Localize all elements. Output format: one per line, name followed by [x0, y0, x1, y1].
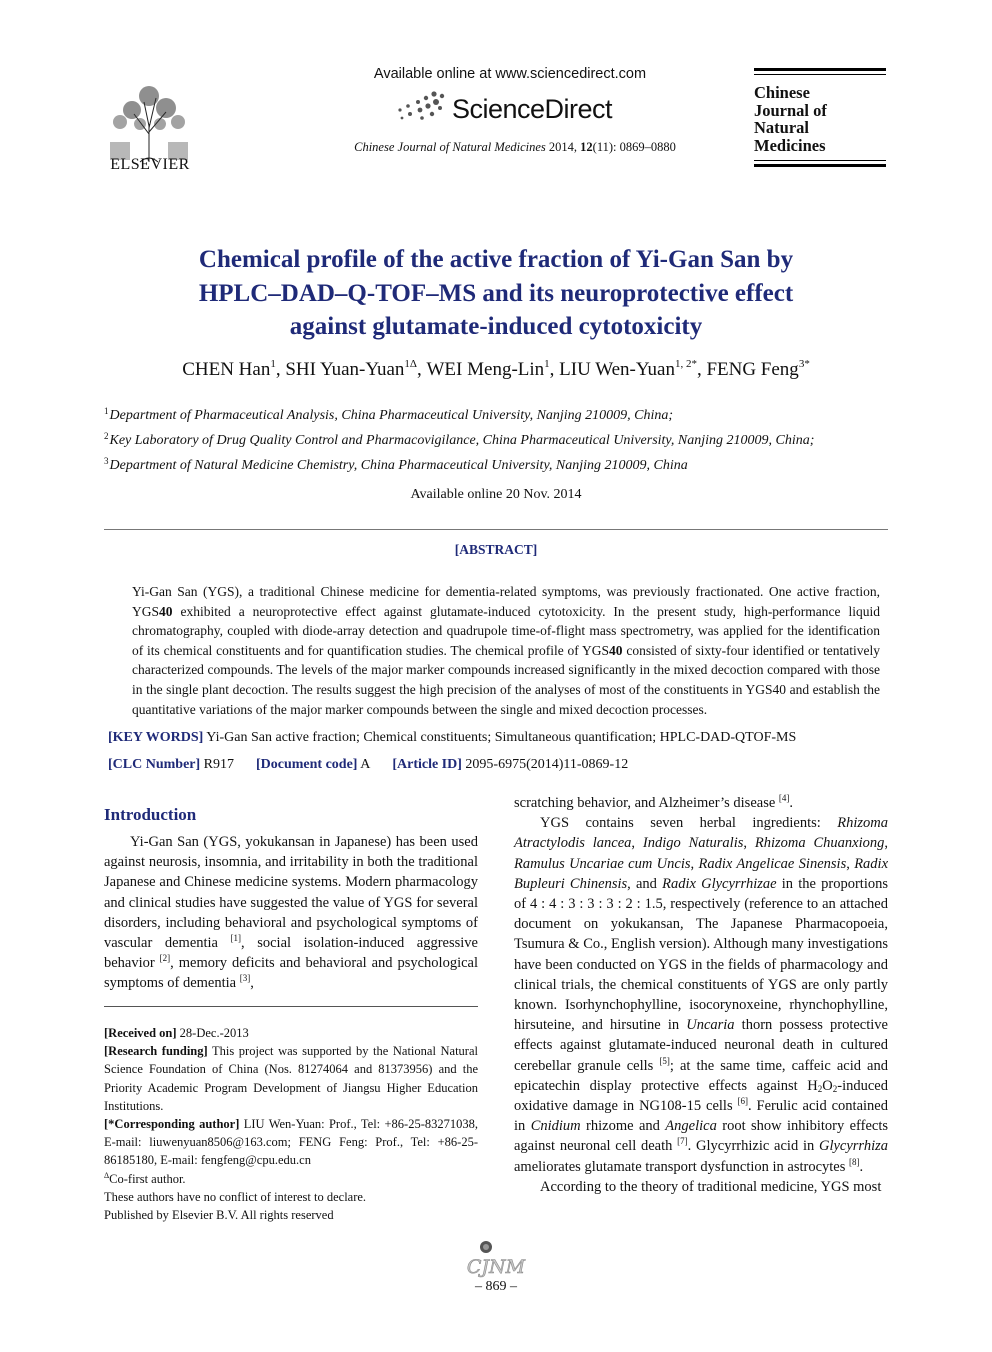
clc-value: R917 [200, 757, 234, 772]
journal-box-rule [754, 160, 886, 161]
footnote-conflict: These authors have no conflict of interest to declare. [104, 1189, 367, 1204]
document-code-value: A [357, 757, 371, 772]
cjnm-logo-icon [456, 1240, 536, 1280]
available-online-date: Available online 20 Nov. 2014 [410, 487, 582, 502]
footnote-cofirst: $^\Delta$Co-first author. [104, 1170, 186, 1186]
sciencedirect-dots-icon [394, 90, 448, 124]
citation-ref[interactable]: [5] [659, 1055, 670, 1066]
journal-box-rule [754, 68, 886, 71]
article-id-label: [Article ID] [392, 757, 462, 772]
citation-ref[interactable]: [2] [159, 953, 171, 964]
journal-citation-year: 2014, [548, 140, 578, 154]
journal-citation-volume: 12 [580, 140, 593, 154]
abstract-heading: [ABSTRACT] [454, 542, 538, 557]
affiliation: $^2$Key Laboratory of Drug Quality Control and Pharmacovigilance, China Pharmaceutical University, Nanjing 210009, China; [104, 431, 815, 448]
footnote-corresponding: [*Corresponding author] LIU Wen-Yuan: Prof., Tel: +86-25-83271038, E-mail: liuwenyuan8506@163.com; FENG Feng: Prof., Tel: +86-25- 86185180, E-mail: fengfeng@cpu.edu.cn [104, 1117, 479, 1168]
journal-name-line: Medicines [754, 135, 826, 155]
author-list: CHEN Han$^1$, SHI Yuan-Yuan$^{1\Delta}$, WEI Meng-Lin$^1$, LIU Wen-Yuan$^{1, 2*}$, FENG Feng$^{3*}$ [182, 358, 810, 380]
publisher-name: ELSEVIER [110, 156, 190, 173]
title-line: Chemical profile of the active fraction of Yi-Gan San by [198, 246, 794, 273]
journal-citation-name: Chinese Journal of Natural Medicines [354, 140, 546, 154]
author-affil-mark: 1 [270, 358, 276, 370]
introduction-heading: Introduction [104, 805, 197, 824]
abstract-text: Yi-Gan San (YGS), a traditional Chinese medicine for dementia-related symptoms, was previously fractionated. One active fraction, YGS40 exhibited a neuroprotective effect against glutamate-induced cytotoxicity. In the present study, high-performance liquid chromatography, coupled with diode-array detection and quadrupole time-of-flight mass spectrometry, was applied for the identification of its chemical constituents and for quantification studies. The chemical profile of YGS40 consisted of sixty-four identified or tentatively characterized compounds. The levels of the major marker compounds increased significantly in the mixed decoction compared with those in the single plant decoction. The results suggest the high precision of the analyses of most of the constituents in YGS40 and establish the quantitative variations of the major marker compounds between the single and mixed decoction processes. [132, 584, 880, 717]
journal-box-rule [754, 74, 886, 75]
title-line: HPLC–DAD–Q-TOF–MS and its neuroprotective effect [198, 279, 794, 307]
author-name: FENG Feng [706, 359, 799, 380]
author-name: SHI Yuan-Yuan [285, 359, 405, 380]
journal-name-box [754, 84, 886, 154]
document-code-label: [Document code] [256, 757, 358, 772]
clc-label: [CLC Number] [108, 757, 201, 772]
keywords-row [108, 730, 796, 746]
keywords-label: [KEY WORDS] [108, 730, 204, 745]
citation-ref[interactable]: [1] [230, 933, 242, 944]
citation-ref[interactable]: [7] [677, 1136, 688, 1147]
classification-row [108, 757, 628, 773]
article-title [104, 243, 888, 344]
footnote-published: Published by Elsevier B.V. All rights reserved [104, 1208, 334, 1223]
keywords-text: Yi-Gan San active fraction; Chemical constituents; Simultaneous quantification; HPLC-DAD-QTOF-MS [203, 730, 797, 745]
footnote-received: [Received on] 28-Dec.-2013 [104, 1026, 249, 1040]
journal-name-line: Natural [754, 118, 809, 137]
footnote-funding: [Research funding] This project was supported by the National Natural Science Foundation of China (Nos. 81274064 and 81373956) and the Priority Academic Program Development of Jiangsu Higher Education Institutions. [104, 1044, 478, 1113]
journal-name-line: Chinese [754, 83, 810, 102]
sciencedirect-wordmark: ScienceDirect [452, 94, 613, 124]
author-name: WEI Meng-Lin [426, 359, 545, 380]
title-line: against glutamate-induced cytotoxicity [289, 313, 703, 340]
intro-paragraph: Yi-Gan San (YGS, yokukansan in Japanese) has been used against neurosis, insomnia, and irritability in both the traditional Japanese and Chinese medicine systems. Modern pharmacology and clinical studies have suggested the value of YGS for several disorders, including behavioral and psychological symptoms of vascular dementia [1], social isolation-induced aggressive behavior [2], memory deficits and behavioral and psychological symptoms of dementia [3], [104, 834, 478, 992]
footnote-divider [104, 1006, 478, 1007]
body-paragraph: YGS contains seven herbal ingredients: Rhizoma Atractylodis lancea, Indigo Naturalis, Rhizoma Chuanxiong, Ramulus Uncariae cum Uncis, Radix Angelicae Sinensis, Radix Bupleuri Chinensis, and Radix Glycyrrhizae in the proportions of 4 : 4 : 3 : 3 : 3 : 2 : 1.5, respectively (reference to an attached document on yokukansan, The Japanese Pharmacopoeia, Tsumura & Co., English version). Although many investigations have been conducted on YGS in the fields of pharmacology and clinical trials, the chemical constituents of YGS are only partly known. Isorhynchophylline, isocorynoxeine, rhynchophylline, hirsuteine, and hirsutine in Uncaria thorn possess protective effects against glutamate-induced neuronal death in cultured cerebellar granule cells [5]; at the same time, caffeic acid and epicatechin display protective effects against $H_2O_2$-induced oxidative damage in NG108-15 cells [6]. Ferulic acid contained in Cnidium rhizome and Angelica root show inhibitory effects against neuronal cell death [7]. Glycyrrhizic acid in Glycyrrhiza ameliorates glutamate transport dysfunction in astrocytes [8]. [514, 815, 889, 1175]
affiliation: $^3$Department of Natural Medicine Chemistry, China Pharmaceutical University, Nanjing 210009, China [104, 456, 688, 473]
citation-ref[interactable]: [8] [849, 1156, 860, 1167]
author-name: LIU Wen-Yuan [559, 359, 675, 380]
available-online-link[interactable]: Available online at www.sciencedirect.com [373, 66, 647, 82]
cjnm-logo-text: CJNM [466, 1256, 526, 1278]
author-affil-mark: 1 [544, 358, 550, 370]
author-affil-mark: 1, 2* [674, 358, 697, 370]
body-paragraph: According to the theory of traditional medicine, YGS most [540, 1178, 882, 1195]
citation-ref[interactable]: [6] [737, 1096, 749, 1107]
journal-citation-issue: (11): 0869–0880 [592, 140, 676, 154]
right-column [514, 793, 888, 1197]
page-number: – 869 – [475, 1279, 517, 1294]
author-affil-mark: 1Δ [404, 358, 417, 370]
citation-ref[interactable]: [4] [778, 793, 790, 803]
affiliation: $^1$Department of Pharmaceutical Analysis, China Pharmaceutical University, Nanjing 210009, China; [104, 406, 674, 423]
body-paragraph: scratching behavior, and Alzheimer’s disease [4]. [514, 793, 794, 811]
article-id-value: 2095-6975(2014)11-0869-12 [461, 757, 629, 772]
journal-box-rule [754, 164, 886, 167]
footnotes [104, 1024, 478, 1224]
left-column [104, 832, 478, 994]
abstract-divider [104, 529, 888, 530]
journal-name-line: Journal of [754, 100, 827, 120]
journal-citation [300, 140, 730, 155]
citation-ref[interactable]: [3] [239, 973, 251, 984]
author-affil-mark: 3* [798, 358, 810, 370]
author-name: CHEN Han [182, 359, 271, 380]
